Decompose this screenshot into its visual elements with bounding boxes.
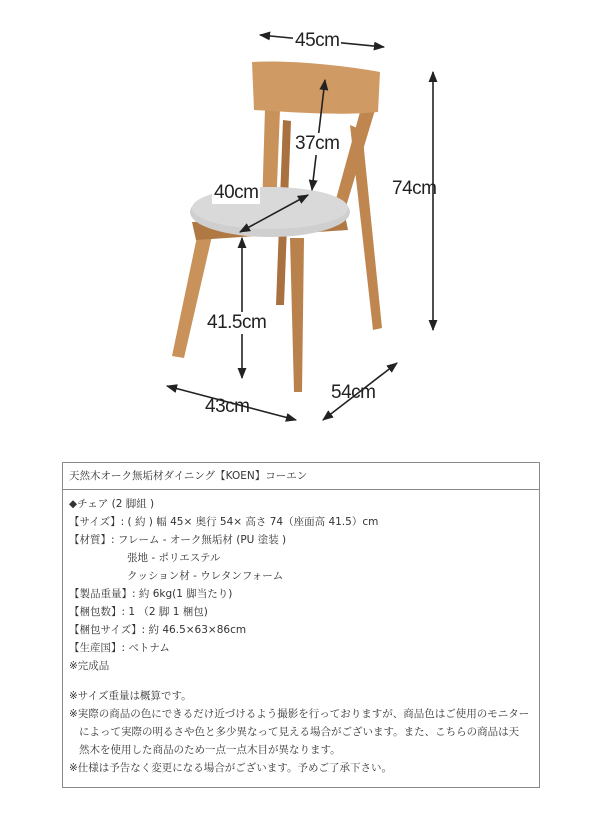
depth-label: 54cm [331, 382, 376, 403]
spec-body [63, 490, 539, 777]
note-color-1: ※実際の商品の色にできるだけ近づけるよう撮影を行っておりますが、商品色はご使用のモニター [69, 708, 530, 720]
spec-packages: 【梱包数】: 1 （2 脚 1 梱包) [69, 606, 208, 618]
spec-origin: 【生産国】: ベトナム [69, 642, 170, 654]
width-label: 45cm [295, 30, 340, 51]
spec-material: 【材質】: フレーム - オーク無垢材 (PU 塗装 ) [69, 534, 287, 546]
spec-title: 天然木オーク無垢材ダイニング【KOEN】コーエン [63, 463, 539, 490]
height-label: 74cm [392, 178, 437, 199]
spec-weight: 【製品重量】: 約 6kg(1 脚当たり) [69, 588, 233, 600]
note-color-2: によって実際の明るさや色と多少異なって見える場合がございます。また、こちらの商品は天 [79, 726, 520, 738]
front-leg-left [172, 232, 212, 358]
seat-diameter-label: 40cm [214, 182, 259, 203]
backrest [252, 62, 380, 114]
spec-finished: ※完成品 [69, 660, 110, 672]
note-color-3: 然木を使用した商品のため一点一点木目が異なります。 [79, 744, 341, 756]
note-change: ※仕様は予告なく変更になる場合がございます。予めご了承下さい。 [69, 762, 392, 774]
spec-size: 【サイズ】: ( 約 ) 幅 45× 奥行 54× 高さ 74（座面高 41.5）cm [69, 516, 379, 528]
spec-table [62, 462, 540, 788]
backrest-post-right [333, 110, 375, 210]
seat-height-label: 41.5cm [207, 312, 267, 333]
spec-material-upholstery: 張地 - ポリエステル [127, 552, 221, 564]
note-weight: ※サイズ重量は概算です。 [69, 690, 192, 702]
spec-material-cushion: クッション材 - ウレタンフォーム [127, 570, 284, 582]
back-height-label: 37cm [295, 133, 340, 154]
spec-item: ◆チェア (2 脚組 ) [69, 498, 155, 510]
spec-package-size: 【梱包サイズ】: 約 46.5×63×86cm [69, 624, 247, 636]
front-width-label: 43cm [205, 396, 250, 417]
front-leg-right [290, 238, 304, 392]
